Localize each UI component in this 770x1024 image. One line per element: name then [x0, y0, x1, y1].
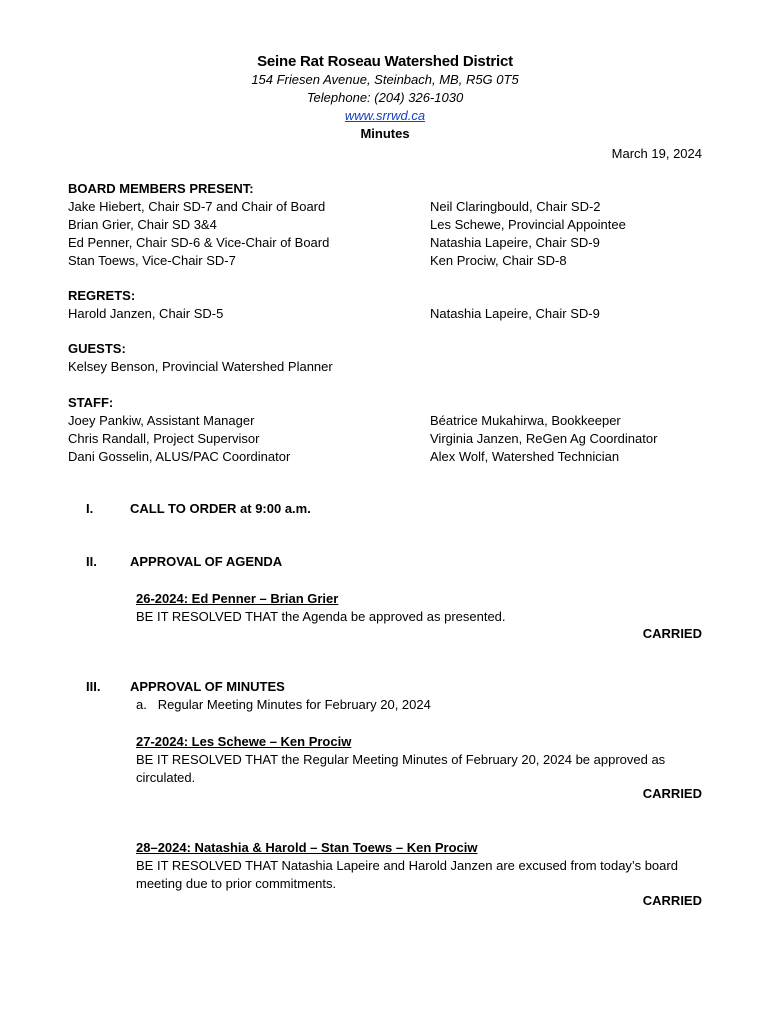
board-member: Brian Grier, Chair SD 3&4 — [68, 217, 217, 232]
guests-block — [68, 340, 333, 376]
section-number: II. — [86, 554, 97, 569]
regrets-block — [68, 287, 223, 323]
regrets-heading: REGRETS: — [68, 288, 136, 303]
document-header — [0, 53, 770, 143]
staff-member: Chris Randall, Project Supervisor — [68, 431, 260, 446]
motion-title: 28–2024: Natashia & Harold – Stan Toews – Ken Prociw — [136, 840, 478, 855]
section-number: I. — [86, 501, 94, 516]
telephone: Telephone: (204) 326-1030 — [306, 90, 464, 105]
motion-text: BE IT RESOLVED THAT the Agenda be approved as presented. — [136, 609, 506, 624]
staff-heading: STAFF: — [68, 395, 114, 410]
staff-member: Virginia Janzen, ReGen Ag Coordinator — [430, 431, 658, 446]
motion — [136, 590, 706, 626]
sub-item-text: Regular Meeting Minutes for February 20, 2024 — [157, 697, 431, 712]
sub-item-label: a. — [136, 697, 147, 712]
section-number: III. — [86, 679, 101, 694]
motion-result: CARRIED — [642, 786, 702, 801]
organization-name: Seine Rat Roseau Watershed District — [257, 53, 513, 70]
motion-text: BE IT RESOLVED THAT the Regular Meeting Minutes of February 20, 2024 be approved as circulated. — [136, 752, 666, 785]
section-title: CALL TO ORDER at 9:00 a.m. — [130, 501, 311, 516]
section-title: APPROVAL OF MINUTES — [130, 679, 285, 694]
motion-text: BE IT RESOLVED THAT Natashia Lapeire and Harold Janzen are excused from today’s board meeting due to prior commitments. — [136, 858, 678, 891]
website-link[interactable]: www.srrwd.ca — [344, 108, 426, 123]
board-member: Jake Hiebert, Chair SD-7 and Chair of Board — [68, 199, 326, 214]
motion — [136, 733, 706, 787]
staff-member: Joey Pankiw, Assistant Manager — [68, 413, 255, 428]
motion-result: CARRIED — [642, 626, 702, 641]
board-members-heading: BOARD MEMBERS PRESENT: — [68, 181, 254, 196]
regrets-right — [430, 305, 600, 323]
regret-member: Natashia Lapeire, Chair SD-9 — [430, 306, 600, 321]
guest: Kelsey Benson, Provincial Watershed Planner — [68, 359, 333, 374]
board-member: Stan Toews, Vice-Chair SD-7 — [68, 253, 236, 268]
staff-member: Dani Gosselin, ALUS/PAC Coordinator — [68, 449, 291, 464]
motion-title: 26-2024: Ed Penner – Brian Grier — [136, 591, 339, 606]
staff-left — [68, 394, 290, 466]
motion-title: 27-2024: Les Schewe – Ken Prociw — [136, 734, 352, 749]
board-member: Ken Prociw, Chair SD-8 — [430, 253, 567, 268]
sub-item — [136, 697, 431, 712]
board-member: Les Schewe, Provincial Appointee — [430, 217, 626, 232]
staff-right — [430, 412, 657, 466]
board-member: Natashia Lapeire, Chair SD-9 — [430, 235, 600, 250]
meeting-date: March 19, 2024 — [611, 146, 702, 161]
motion-result: CARRIED — [642, 893, 702, 908]
board-members-right — [430, 198, 626, 270]
regret-member: Harold Janzen, Chair SD-5 — [68, 306, 224, 321]
address: 154 Friesen Avenue, Steinbach, MB, R5G 0T5 — [251, 72, 519, 87]
board-members-left — [68, 180, 329, 270]
board-member: Neil Claringbould, Chair SD-2 — [430, 199, 601, 214]
document-type: Minutes — [360, 126, 410, 141]
section-title: APPROVAL OF AGENDA — [130, 554, 283, 569]
board-member: Ed Penner, Chair SD-6 & Vice-Chair of Board — [68, 235, 330, 250]
staff-member: Alex Wolf, Watershed Technician — [430, 449, 620, 464]
guests-heading: GUESTS: — [68, 341, 126, 356]
staff-member: Béatrice Mukahirwa, Bookkeeper — [430, 413, 621, 428]
motion — [136, 839, 706, 893]
